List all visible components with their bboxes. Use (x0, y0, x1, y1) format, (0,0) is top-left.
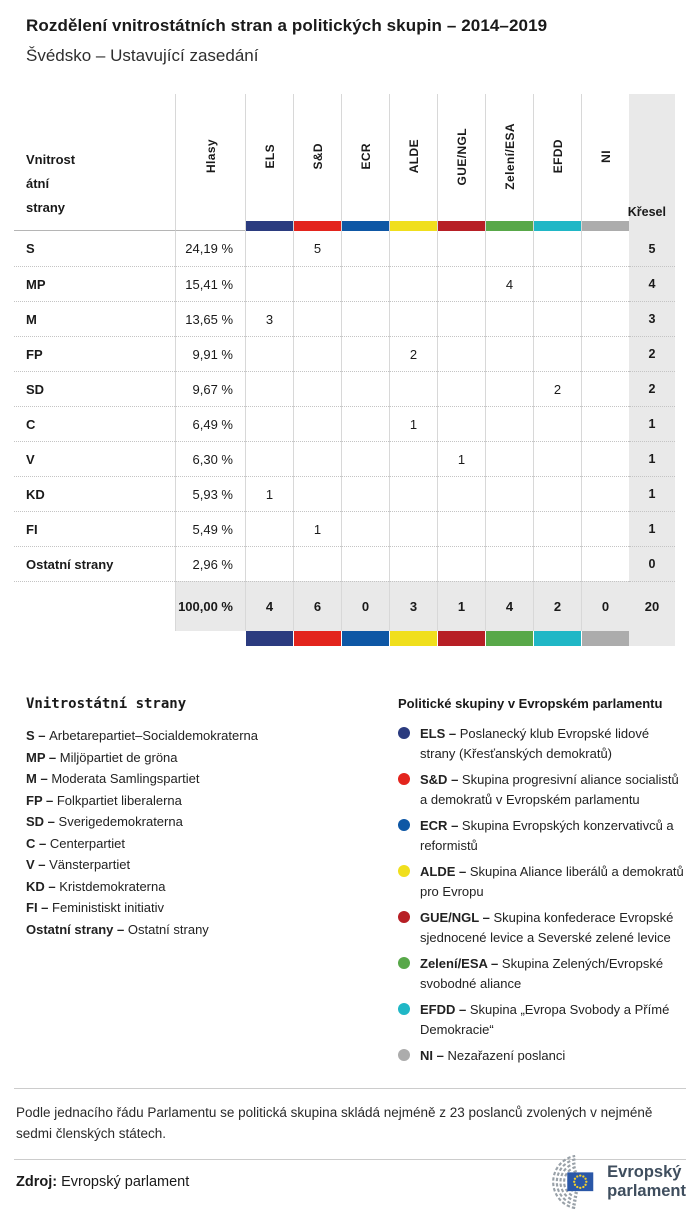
party-legend-item (26, 811, 376, 833)
group-color-bar (389, 631, 437, 646)
group-color-bar (582, 221, 629, 231)
bottom-bar-spacer (175, 631, 245, 646)
source (14, 1174, 189, 1190)
seat-count-cell (293, 336, 341, 371)
group-legend-heading: Politické skupiny v Evropském parlamentu (398, 696, 663, 711)
ep-logo-line1: Evropský (607, 1163, 682, 1181)
party-legend-abbr: C (26, 835, 36, 851)
party-header-line: Vnitrost (26, 152, 76, 167)
group-legend-desc: Skupina Zelených/Evropské svobodné aliance (420, 956, 664, 991)
group-legend-desc: Poslanecký klub Evropské lidové strany (Křesťanských demokratů) (420, 726, 650, 761)
seat-count-cell (581, 476, 629, 511)
seat-count-cell (437, 266, 485, 301)
group-color-bar (341, 631, 389, 646)
infographic-page (0, 16, 700, 1212)
seat-count-cell (485, 511, 533, 546)
group-legend-item (398, 1046, 686, 1066)
seat-count-cell (533, 546, 581, 581)
seat-count-cell (533, 336, 581, 371)
column-header-ni (581, 94, 629, 231)
party-legend-abbr: M (26, 771, 37, 786)
column-header-gue-ngl (437, 94, 485, 231)
seat-count-cell (581, 546, 629, 581)
seat-count-cell (341, 371, 389, 406)
legend-separator: – (44, 814, 59, 829)
party-label: MP (14, 266, 175, 301)
party-legend-item (26, 790, 376, 812)
party-legend-item (26, 854, 376, 876)
seat-count-cell (437, 336, 485, 371)
zelen-esa-color-dot (398, 957, 410, 969)
seat-count-cell (437, 546, 485, 581)
group-legend-abbr: S&D (420, 772, 448, 787)
group-header-label: ECR (358, 143, 373, 170)
seats-value: 1 (629, 511, 675, 546)
party-legend (26, 696, 376, 1072)
column-header-votes (175, 94, 245, 231)
party-legend-name: Miljöpartiet de gröna (59, 749, 178, 765)
votes-header-label: Hlasy (203, 138, 218, 174)
group-legend-abbr: ELS (420, 726, 446, 741)
seats-value: 1 (629, 406, 675, 441)
party-label: FP (14, 336, 175, 371)
seat-count-cell (581, 301, 629, 336)
ep-logo (548, 1155, 686, 1209)
alde-color-dot (398, 865, 410, 877)
group-legend-abbr: ALDE (420, 864, 456, 879)
group-legend-items (398, 724, 686, 1066)
legends (26, 696, 686, 1072)
seat-count-cell (341, 511, 389, 546)
legend-separator: – (447, 818, 462, 833)
seat-count-cell (341, 476, 389, 511)
bottom-bar-spacer (14, 631, 175, 646)
party-legend-name: Moderata Samlingspartiet (51, 771, 200, 786)
group-legend-item (398, 1000, 686, 1040)
votes-value: 6,30 % (175, 441, 245, 476)
party-label: FI (14, 511, 175, 546)
seat-count-cell (389, 371, 437, 406)
party-legend-abbr: S (26, 728, 35, 743)
party-legend-name: Arbetarepartiet–Socialdemokraterna (49, 728, 258, 743)
seat-count-cell (389, 301, 437, 336)
seat-count-cell (533, 476, 581, 511)
group-legend-item (398, 770, 686, 810)
seat-count-cell (581, 266, 629, 301)
party-legend-abbr: V (26, 857, 35, 872)
gue-ngl-color-dot (398, 911, 410, 923)
seat-count-cell (581, 406, 629, 441)
seats-value: 3 (629, 301, 675, 336)
seat-count-cell (485, 546, 533, 581)
seat-count-cell (485, 336, 533, 371)
seat-count-cell (245, 336, 293, 371)
group-header-label: ALDE (406, 139, 421, 174)
group-header-label: ELS (262, 144, 277, 169)
party-label: SD (14, 371, 175, 406)
party-legend-name: Sverigedemokraterna (58, 814, 183, 829)
total-seat-count: 4 (485, 581, 533, 631)
party-legend-abbr: FP (26, 792, 43, 808)
seat-count-cell (245, 266, 293, 301)
legend-separator: – (447, 772, 462, 787)
group-legend-item (398, 862, 686, 902)
group-legend-text (420, 1046, 565, 1066)
party-legend-item (26, 833, 376, 855)
group-legend-abbr: ECR (420, 818, 448, 833)
seat-count-cell (485, 371, 533, 406)
total-seats: 20 (629, 581, 675, 631)
seat-count-cell: 2 (389, 336, 437, 371)
party-legend-heading: Vnitrostátní strany (26, 696, 187, 712)
results-table (14, 94, 675, 646)
seat-count-cell (437, 371, 485, 406)
group-legend-desc: Nezařazení poslanci (447, 1048, 566, 1063)
party-legend-abbr: KD (26, 878, 45, 894)
seat-count-cell (437, 511, 485, 546)
efdd-color-dot (398, 1003, 410, 1015)
total-seat-count: 0 (581, 581, 629, 631)
legend-separator: – (445, 726, 460, 741)
seat-count-cell (485, 441, 533, 476)
legend-separator: – (42, 792, 57, 808)
seats-value: 1 (629, 441, 675, 476)
seat-count-cell (341, 336, 389, 371)
seat-count-cell (485, 301, 533, 336)
party-header-line: strany (26, 200, 66, 215)
party-label: Ostatní strany (14, 546, 175, 581)
seat-count-cell (389, 546, 437, 581)
party-label: S (26, 241, 35, 256)
page-title: Rozdělení vnitrostátních stran a politických skupin – 2014–2019 (26, 16, 548, 35)
group-color-bar (342, 221, 389, 231)
seat-count-cell (341, 546, 389, 581)
column-header-s-d (293, 94, 341, 231)
ep-logo-line2: parlament (607, 1182, 686, 1200)
party-legend-abbr: FI (26, 900, 38, 915)
votes-value: 9,67 % (175, 371, 245, 406)
seats-value: 2 (629, 336, 675, 371)
legend-separator: – (487, 956, 502, 971)
group-header-label: EFDD (550, 139, 565, 174)
group-color-bar (293, 631, 341, 646)
seat-count-cell (245, 511, 293, 546)
votes-value: 5,93 % (175, 476, 245, 511)
seat-count-cell (245, 371, 293, 406)
seat-count-cell (245, 441, 293, 476)
party-label: V (14, 441, 175, 476)
group-legend-desc: Skupina konfederace Evropské sjednocené levice a Severské zelené levice (420, 910, 674, 945)
party-legend-item (26, 919, 376, 941)
column-header-ecr (341, 94, 389, 231)
group-legend-text (420, 816, 686, 856)
legend-separator: – (455, 1002, 470, 1017)
seat-count-cell (293, 476, 341, 511)
seat-count-cell: 3 (245, 301, 293, 336)
seat-count-cell (341, 266, 389, 301)
bottom-bar-seats (629, 631, 675, 646)
seat-count-cell: 1 (437, 441, 485, 476)
party-legend-name: Feministiskt initiativ (52, 900, 164, 915)
seat-count-cell: 1 (245, 476, 293, 511)
group-legend-desc: Skupina „Evropa Svobody a Přímé Demokracie“ (420, 1002, 670, 1037)
legend-separator: – (34, 728, 50, 743)
total-seat-count: 2 (533, 581, 581, 631)
group-header-label: Zelení/ESA (502, 123, 517, 190)
votes-value: 5,49 % (175, 511, 245, 546)
group-header-label: S&D (310, 143, 325, 170)
party-legend-name: Folkpartiet liberalerna (56, 792, 182, 808)
seat-count-cell: 4 (485, 266, 533, 301)
votes-value: 6,49 % (175, 406, 245, 441)
ni-color-dot (398, 1049, 410, 1061)
group-legend-text (420, 1000, 686, 1040)
party-legend-name: Ostatní strany (127, 921, 209, 937)
column-header-efdd (533, 94, 581, 231)
ep-logo-hemicycle-icon (548, 1155, 600, 1209)
seat-count-cell (437, 301, 485, 336)
group-legend-text (420, 724, 686, 764)
group-legend-item (398, 908, 686, 948)
legend-separator: – (37, 900, 53, 915)
seats-value: 1 (629, 476, 675, 511)
votes-value: 15,41 % (175, 266, 245, 301)
legend-separator: – (34, 857, 50, 872)
seat-count-cell (293, 441, 341, 476)
votes-value: 13,65 % (175, 301, 245, 336)
seat-count-cell (581, 511, 629, 546)
seat-count-cell (245, 546, 293, 581)
group-legend (398, 696, 686, 1072)
group-legend-desc: Skupina progresivní aliance socialistů a demokratů v Evropském parlamentu (420, 772, 679, 807)
party-legend-item (26, 876, 376, 898)
column-header-zelen-esa (485, 94, 533, 231)
seat-count-cell: 1 (293, 511, 341, 546)
ep-logo-text (607, 1163, 686, 1201)
group-color-bar (533, 631, 581, 646)
legend-separator: – (113, 921, 128, 937)
group-legend-item (398, 816, 686, 856)
group-color-bar (390, 221, 437, 231)
legend-separator: – (479, 910, 494, 925)
seat-count-cell (293, 266, 341, 301)
seat-count-cell (533, 441, 581, 476)
s-d-color-dot (398, 773, 410, 785)
seats-value: 2 (629, 371, 675, 406)
seat-count-cell (581, 336, 629, 371)
source-label: Zdroj: (16, 1174, 58, 1190)
group-legend-item (398, 954, 686, 994)
seat-count-cell (485, 406, 533, 441)
total-row-spacer (14, 581, 175, 631)
ecr-color-dot (398, 819, 410, 831)
group-legend-desc: Skupina Aliance liberálů a demokratů pro Evropu (420, 864, 684, 899)
seat-count-cell: 5 (293, 231, 341, 266)
party-legend-abbr: SD (26, 814, 45, 829)
total-seat-count: 1 (437, 581, 485, 631)
seat-count-cell (293, 546, 341, 581)
seat-count-cell (293, 371, 341, 406)
legend-separator: – (45, 749, 60, 765)
seat-count-cell (533, 266, 581, 301)
group-color-bar (245, 631, 293, 646)
group-legend-text (420, 908, 686, 948)
total-seat-count: 3 (389, 581, 437, 631)
seat-count-cell: 2 (533, 371, 581, 406)
seat-count-cell (389, 231, 437, 266)
group-color-bar (485, 631, 533, 646)
party-legend-name: Vänsterpartiet (49, 857, 131, 872)
seat-count-cell (389, 511, 437, 546)
seat-count-cell (341, 441, 389, 476)
total-seat-count: 6 (293, 581, 341, 631)
party-legend-item (26, 768, 376, 790)
seats-value: 4 (629, 266, 675, 301)
page-subtitle: Švédsko – Ustavující zasedání (26, 46, 259, 65)
seat-count-cell (581, 231, 629, 266)
seat-count-cell (293, 406, 341, 441)
group-legend-text (420, 862, 686, 902)
party-legend-abbr: Ostatní strany (26, 921, 114, 937)
legend-separator: – (35, 835, 50, 851)
seat-count-cell (533, 301, 581, 336)
group-header-label: NI (598, 150, 613, 163)
footnote: Podle jednacího řádu Parlamentu se politická skupina skládá nejméně z 23 poslanců zvolených v nejméně sedmi členských státech. (14, 1088, 686, 1160)
seat-count-cell (485, 231, 533, 266)
seat-count-cell (341, 301, 389, 336)
total-seat-count: 4 (245, 581, 293, 631)
party-label: KD (14, 476, 175, 511)
seat-count-cell (389, 476, 437, 511)
party-legend-item (26, 747, 376, 769)
seat-count-cell (437, 406, 485, 441)
party-legend-item (26, 897, 376, 919)
group-legend-abbr: NI (420, 1048, 433, 1063)
group-color-bar (294, 221, 341, 231)
seat-count-cell (389, 441, 437, 476)
column-header-parties (14, 94, 175, 231)
party-legend-items (26, 725, 376, 940)
group-color-bar (438, 221, 485, 231)
votes-value: 2,96 % (175, 546, 245, 581)
party-label: C (14, 406, 175, 441)
source-value: Evropský parlament (61, 1174, 190, 1190)
seat-count-cell (245, 231, 293, 266)
seat-count-cell (341, 231, 389, 266)
group-legend-desc: Skupina Evropských konzervativců a reformistů (420, 818, 674, 853)
group-legend-text (420, 770, 686, 810)
group-legend-abbr: GUE/NGL (420, 910, 479, 925)
group-legend-text (420, 954, 686, 994)
seat-count-cell (437, 231, 485, 266)
seat-count-cell (389, 266, 437, 301)
seat-count-cell (533, 511, 581, 546)
seat-count-cell (293, 301, 341, 336)
legend-separator: – (44, 878, 60, 894)
party-legend-name: Kristdemokraterna (59, 878, 166, 894)
group-header-label: GUE/NGL (454, 127, 469, 186)
seats-value: 0 (629, 546, 675, 581)
group-color-bar (486, 221, 533, 231)
source-row (14, 1158, 686, 1206)
legend-separator: – (433, 1048, 448, 1063)
party-legend-name: Centerpartiet (49, 835, 126, 851)
seat-count-cell (581, 441, 629, 476)
party-header-line: átní (26, 176, 50, 191)
group-color-bar (437, 631, 485, 646)
party-label: M (14, 301, 175, 336)
legend-separator: – (36, 771, 52, 786)
seat-count-cell (245, 406, 293, 441)
group-legend-abbr: Zelení/ESA (420, 956, 488, 971)
column-header-els (245, 94, 293, 231)
seat-count-cell (533, 231, 581, 266)
total-votes: 100,00 % (175, 581, 245, 631)
column-header-seats: Křesel (629, 94, 675, 231)
els-color-dot (398, 727, 410, 739)
legend-separator: – (455, 864, 470, 879)
total-seat-count: 0 (341, 581, 389, 631)
group-color-bar (246, 221, 293, 231)
party-legend-abbr: MP (26, 749, 46, 765)
group-legend-item (398, 724, 686, 764)
seat-count-cell: 1 (389, 406, 437, 441)
seat-count-cell (341, 406, 389, 441)
group-legend-abbr: EFDD (420, 1002, 456, 1017)
column-header-alde (389, 94, 437, 231)
votes-value: 9,91 % (175, 336, 245, 371)
party-legend-item (26, 725, 376, 747)
votes-value: 24,19 % (175, 231, 245, 266)
seat-count-cell (485, 476, 533, 511)
seat-count-cell (437, 476, 485, 511)
seat-count-cell (581, 371, 629, 406)
group-color-bar (534, 221, 581, 231)
group-color-bar (581, 631, 629, 646)
seat-count-cell (533, 406, 581, 441)
seats-value: 5 (629, 231, 675, 266)
